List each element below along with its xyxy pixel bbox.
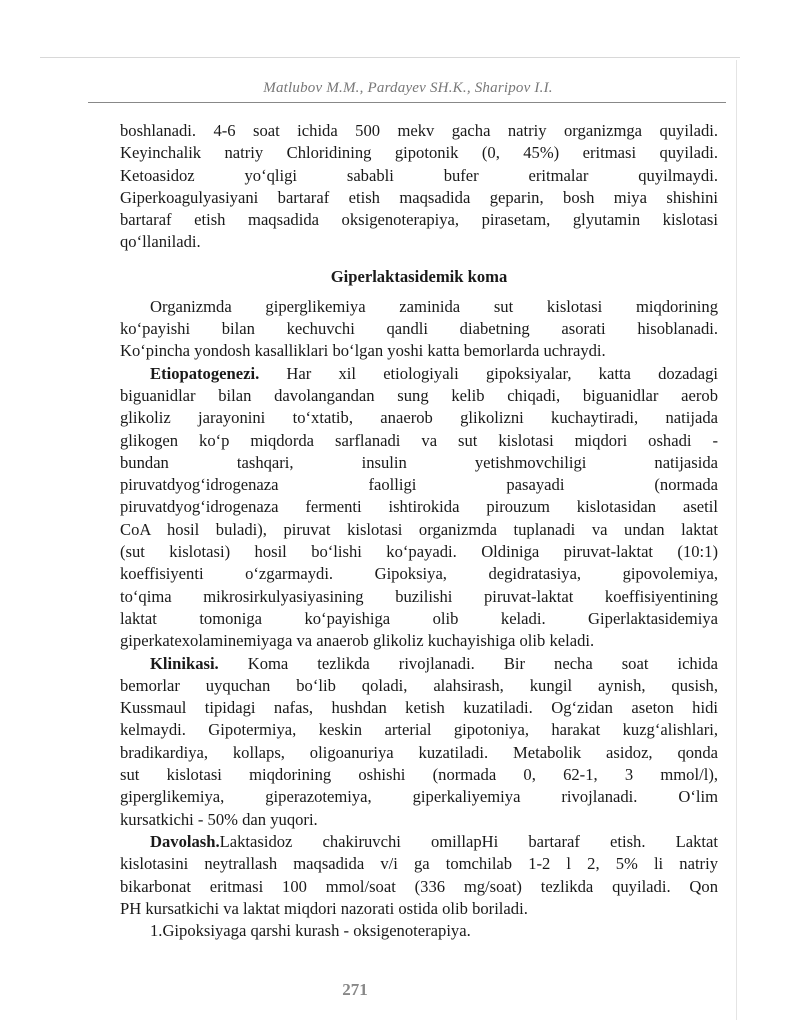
text-line bbox=[120, 385, 718, 407]
text-line bbox=[120, 541, 718, 563]
text-line bbox=[120, 809, 718, 831]
text-line bbox=[120, 853, 718, 875]
page-number: 271 bbox=[342, 980, 368, 999]
line-text: kelmaydi. Gipotermiya, keskin arterial gipotoniya, harakat kuzg‘alishlari, bbox=[120, 720, 718, 740]
text-line bbox=[120, 786, 718, 808]
line-text: piruvatdyog‘idrogenaza faolligi pasayadi (normada bbox=[120, 475, 718, 495]
text-line bbox=[120, 920, 718, 942]
paragraph-lead: Klinikasi. bbox=[150, 653, 219, 673]
line-text: piruvatdyog‘idrogenaza fermenti ishtirokida pirouzum kislotasidan asetil bbox=[120, 497, 718, 517]
text-line bbox=[120, 876, 718, 898]
page-body bbox=[120, 120, 718, 942]
line-text: 1.Gipoksiyaga qarshi kurash - oksigenoterapiya. bbox=[150, 921, 471, 941]
text-line bbox=[120, 231, 718, 253]
line-text: Giperkoagulyasiyani bartaraf etish maqsadida geparin, bosh miya shishini bbox=[120, 187, 718, 207]
line-text: giperglikemiya, giperazotemiya, giperkaliyemiya rivojlanadi. O‘lim bbox=[120, 787, 718, 807]
line-text: bikarbonat eritmasi 100 mmol/soat (336 mg/soat) tezlikda quyiladi. Qon bbox=[120, 876, 718, 896]
line-text: bemorlar uyquchan bo‘lib qoladi, alahsirash, kungil aynish, qusish, bbox=[120, 675, 718, 695]
line-text: biguanidlar bilan davolangandan sung kelib chiqadi, biguanidlar aerob bbox=[120, 385, 718, 405]
text-line bbox=[120, 340, 718, 362]
text-line bbox=[120, 898, 718, 920]
line-text: kursatkichi - 50% dan yuqori. bbox=[120, 809, 318, 829]
text-line bbox=[120, 430, 718, 452]
line-text: bundan tashqari, insulin yetishmovchiligi natijasida bbox=[120, 452, 718, 472]
paragraph bbox=[120, 296, 718, 363]
paragraph bbox=[120, 653, 718, 831]
text-line bbox=[120, 653, 718, 675]
text-line bbox=[120, 608, 718, 630]
line-text: glikogen ko‘p miqdorda sarflanadi va sut kislotasi miqdori oshadi - bbox=[120, 430, 718, 450]
line-text: laktat tomoniga ko‘payishiga olib keladi. Giperlaktasidemiya bbox=[120, 608, 718, 628]
scan-page-edge bbox=[736, 60, 737, 1020]
text-line bbox=[120, 363, 718, 385]
line-text: Ketoasidoz yo‘qligi sababli bufer eritmalar quyilmaydi. bbox=[120, 165, 718, 185]
text-line bbox=[120, 187, 718, 209]
scan-page-edge bbox=[40, 57, 740, 58]
text-line bbox=[120, 675, 718, 697]
text-line bbox=[120, 407, 718, 429]
running-head: Matlubov M.M., Pardayev SH.K., Sharipov I.I. bbox=[263, 80, 553, 96]
intro-paragraph bbox=[120, 120, 718, 254]
line-text: bartaraf etish maqsadida oksigenoterapiya, pirasetam, glyutamin kislotasi bbox=[120, 210, 718, 230]
text-line bbox=[120, 209, 718, 231]
line-text: Kussmaul tipidagi nafas, hushdan ketish kuzatiladi. Og‘zidan aseton hidi bbox=[120, 698, 718, 718]
text-line bbox=[120, 165, 718, 187]
text-line bbox=[120, 142, 718, 164]
line-text: Koma tezlikda rivojlanadi. Bir necha soat ichida bbox=[218, 653, 718, 673]
text-line bbox=[120, 452, 718, 474]
text-line bbox=[120, 563, 718, 585]
text-line bbox=[120, 831, 718, 853]
line-text: Har xil etiologiyali gipoksiyalar, katta dozadagi bbox=[259, 363, 718, 383]
line-text: qo‘llaniladi. bbox=[120, 232, 201, 252]
paragraph-lead: Davolash. bbox=[150, 831, 220, 851]
line-text: boshlanadi. 4-6 soat ichida 500 mekv gacha natriy organizmga quyiladi. bbox=[120, 121, 718, 140]
paragraph-lead: Etiopatogenezi. bbox=[150, 363, 260, 383]
line-text: to‘qima mikrosirkulyasiyasining buzilishi piruvat-laktat koeffisiyentining bbox=[120, 586, 718, 606]
line-text: koeffisiyenti o‘zgarmaydi. Gipoksiya, degidratasiya, gipovolemiya, bbox=[120, 564, 718, 584]
line-text: CoA hosil buladi), piruvat kislotasi organizmda tuplanadi va undan laktat bbox=[120, 519, 718, 539]
text-line bbox=[120, 742, 718, 764]
paragraph bbox=[120, 363, 718, 653]
text-line bbox=[120, 474, 718, 496]
text-line bbox=[120, 120, 718, 142]
text-line bbox=[120, 719, 718, 741]
line-text: Laktasidoz chakiruvchi omillapHi bartaraf etish. Laktat bbox=[219, 831, 718, 851]
paragraph bbox=[120, 831, 718, 920]
line-text: Ko‘pincha yondosh kasalliklari bo‘lgan yoshi katta bemorlarda uchraydi. bbox=[120, 341, 606, 361]
line-text: bradikardiya, kollaps, oligoanuriya kuzatiladi. Metabolik asidoz, qonda bbox=[120, 742, 718, 762]
line-text: sut kislotasi miqdorining oshishi (normada 0, 62-1, 3 mmol/l), bbox=[120, 765, 718, 785]
text-line bbox=[120, 764, 718, 786]
line-text: Keyinchalik natriy Chloridining gipotonik (0, 45%) eritmasi quyiladi. bbox=[120, 143, 718, 163]
line-text: giperkatexolaminemiyaga va anaerob glikoliz kuchayishiga olib keladi. bbox=[120, 631, 595, 651]
section-body bbox=[120, 296, 718, 943]
text-line bbox=[120, 496, 718, 518]
text-line bbox=[120, 697, 718, 719]
line-text: (sut kislotasi) hosil bo‘lishi ko‘payadi. Oldiniga piruvat-laktat (10:1) bbox=[120, 542, 718, 562]
section-title: Giperlaktasidemik koma bbox=[330, 266, 508, 286]
line-text: kislotasini neytrallash maqsadida v/i ga tomchilab 1-2 l 2, 5% li natriy bbox=[120, 854, 718, 874]
text-line bbox=[120, 630, 718, 652]
line-text: ko‘payishi bilan kechuvchi qandli diabetning asorati hisoblanadi. bbox=[120, 319, 718, 339]
text-line bbox=[120, 519, 718, 541]
line-text: glikoliz jarayonini to‘xtatib, anaerob glikolizni kuchaytiradi, natijada bbox=[120, 408, 718, 428]
line-text: PH kursatkichi va laktat miqdori nazorati ostida olib boriladi. bbox=[120, 898, 528, 918]
text-line bbox=[120, 586, 718, 608]
text-line bbox=[120, 296, 718, 318]
header-rule bbox=[88, 102, 726, 103]
text-line bbox=[120, 318, 718, 340]
paragraph bbox=[120, 920, 718, 942]
line-text: Organizmda giperglikemiya zaminida sut kislotasi miqdorining bbox=[150, 296, 718, 316]
